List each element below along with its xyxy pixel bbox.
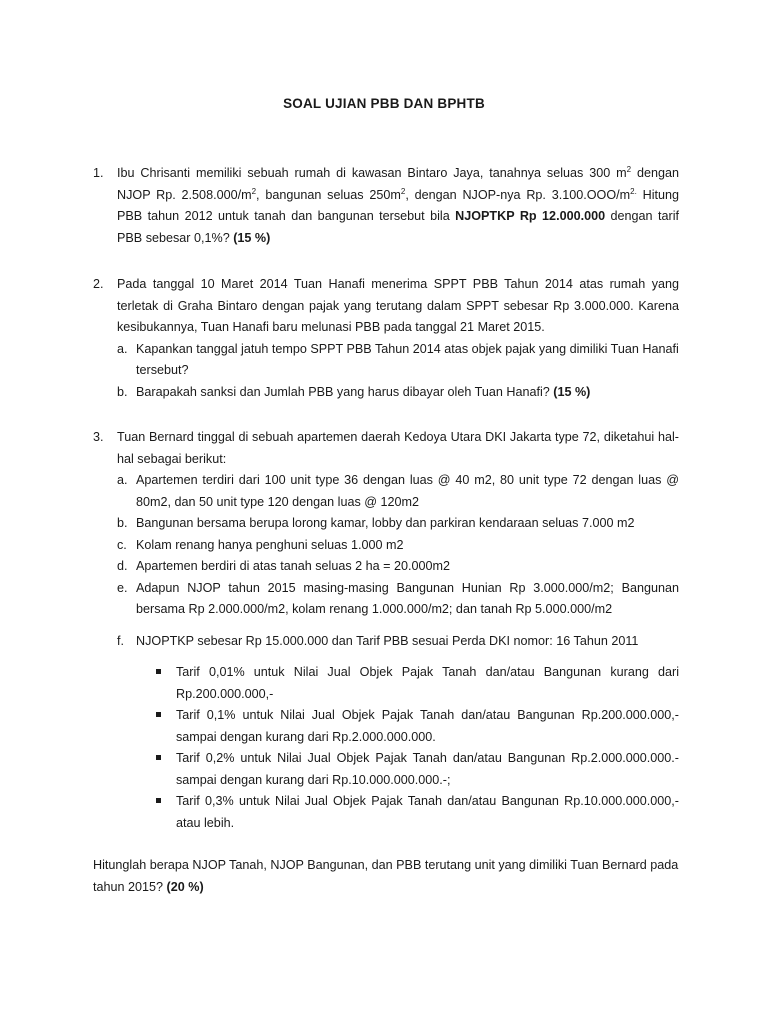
superscript: 2 <box>400 186 406 196</box>
bold-text: (20 %) <box>166 879 204 894</box>
sub-question-list <box>117 339 679 404</box>
text-run: , dengan NJOP-nya Rp. 3.100.OOO/m <box>405 187 631 202</box>
sub-question-c <box>117 535 679 557</box>
sub-question-a <box>117 470 679 513</box>
sub-question-label: d. <box>117 559 128 573</box>
question-text <box>117 427 679 470</box>
question-number: 1. <box>93 166 104 180</box>
text-run: Apartemen terdiri dari 100 unit type 36 dengan luas @ 40 m2, 80 unit type 72 dengan luas @ 80m2, dan 50 unit type 120 dengan luas @ 120m2 <box>136 473 679 509</box>
sub-question-text <box>136 559 450 573</box>
question-1 <box>93 163 679 249</box>
sub-question-label: e. <box>117 580 128 595</box>
text-run: Kapankan tanggal jatuh tempo SPPT PBB Tahun 2014 atas objek pajak yang dimiliki Tuan Hanafi tersebut? <box>136 341 679 377</box>
tariff-text: Tarif 0,2% untuk Nilai Jual Objek Pajak Tanah dan/atau Bangunan Rp.2.000.000.000.- sampai dengan kurang dari Rp.10.000.000.000.-; <box>176 751 679 787</box>
closing-question <box>93 855 683 898</box>
square-bullet-icon <box>156 798 161 803</box>
square-bullet-icon <box>156 755 161 760</box>
text-run: Barapakah sanksi dan Jumlah PBB yang harus dibayar oleh Tuan Hanafi? <box>136 384 554 399</box>
text-run: dengan tarif PBB sebesar 0,1%? <box>117 209 679 245</box>
text-run: Apartemen berdiri di atas tanah seluas 2 ha = 20.000m2 <box>136 559 450 573</box>
superscript: 2. <box>630 186 637 196</box>
sub-question-a <box>117 339 679 382</box>
sub-question-list <box>117 470 679 834</box>
tariff-item <box>136 748 679 791</box>
text-run: Hitunglah berapa NJOP Tanah, NJOP Bangunan, dan PBB terutang unit yang dimiliki Tuan Bernard pada tahun 2015? <box>93 858 679 894</box>
bold-text: NJOPTKP Rp 12.000.000 <box>455 209 606 223</box>
sub-question-b <box>117 382 679 404</box>
question-text <box>117 274 679 339</box>
bold-text: (15 %) <box>233 230 271 245</box>
question-2 <box>93 274 679 403</box>
sub-question-text <box>136 342 679 378</box>
tariff-text: Tarif 0,01% untuk Nilai Jual Objek Pajak Tanah dan/atau Bangunan kurang dari Rp.200.000.000,- <box>176 665 679 701</box>
sub-question-text <box>136 470 679 513</box>
text-run: Pada tanggal 10 Maret 2014 Tuan Hanafi menerima SPPT PBB Tahun 2014 atas rumah yang terletak di Graha Bintaro dengan pajak yang terutang dalam SPPT sebesar Rp 3.000.000. Karena kesibukannya, Tuan Hanafi baru melunasi PBB pada tanggal 21 Maret 2015. <box>117 277 679 334</box>
closing-text <box>93 855 683 898</box>
square-bullet-icon <box>156 669 161 674</box>
sub-question-text <box>136 385 590 399</box>
sub-question-text <box>136 578 679 621</box>
tariff-item <box>136 662 679 705</box>
text-run: dengan NJOP Rp. 2.508.000/m <box>117 166 679 202</box>
document-title: SOAL UJIAN PBB DAN BPHTB <box>283 96 485 111</box>
tariff-item <box>136 705 679 748</box>
sub-question-d <box>117 556 679 578</box>
sub-question-label: b. <box>117 384 128 399</box>
text-run: Ibu Chrisanti memiliki sebuah rumah di kawasan Bintaro Jaya, tanahnya seluas 300 m <box>117 166 627 180</box>
text-run: Kolam renang hanya penghuni seluas 1.000 m2 <box>136 537 404 552</box>
question-number: 3. <box>93 430 104 444</box>
square-bullet-icon <box>156 712 161 717</box>
sub-question-b <box>117 513 679 535</box>
sub-question-label: c. <box>117 537 127 552</box>
sub-question-text <box>136 516 634 530</box>
sub-question-e <box>117 578 679 621</box>
text-run: , bangunan seluas 250m <box>256 187 401 202</box>
tariff-item <box>136 791 679 834</box>
sub-question-f <box>117 631 679 835</box>
sub-question-text <box>136 538 403 552</box>
text-run: Hitung PBB tahun 2012 untuk tanah dan bangunan tersebut bila <box>117 187 679 223</box>
bold-text: (15 %) <box>553 384 591 399</box>
sub-question-text <box>136 634 638 648</box>
tariff-text: Tarif 0,3% untuk Nilai Jual Objek Pajak Tanah dan/atau Bangunan Rp.10.000.000.000,- atau lebih. <box>176 794 679 830</box>
text-run: Bangunan bersama berupa lorong kamar, lobby dan parkiran kendaraan seluas 7.000 m2 <box>136 516 635 530</box>
tariff-list <box>136 662 679 834</box>
sub-question-label: a. <box>117 341 128 356</box>
question-number: 2. <box>93 277 104 291</box>
text-run: Tuan Bernard tinggal di sebuah apartemen daerah Kedoya Utara DKI Jakarta type 72, diketahui hal-hal sebagai berikut: <box>117 430 679 466</box>
text-run: Adapun NJOP tahun 2015 masing-masing Bangunan Hunian Rp 3.000.000/m2; Bangunan bersama Rp 2.000.000/m2, kolam renang 1.000.000/m2; dan tanah Rp 5.000.000/m2 <box>136 580 679 616</box>
question-text <box>117 163 679 249</box>
sub-question-label: b. <box>117 516 128 530</box>
superscript: 2 <box>251 186 257 196</box>
tariff-text: Tarif 0,1% untuk Nilai Jual Objek Pajak Tanah dan/atau Bangunan Rp.200.000.000,- sampai dengan kurang dari Rp.2.000.000.000. <box>176 708 679 744</box>
text-run: NJOPTKP sebesar Rp 15.000.000 dan Tarif PBB sesuai Perda DKI nomor: 16 Tahun 2011 <box>136 633 639 648</box>
question-3 <box>93 427 679 834</box>
sub-question-label: a. <box>117 473 128 487</box>
superscript: 2 <box>626 165 632 174</box>
sub-question-label: f. <box>117 633 124 648</box>
